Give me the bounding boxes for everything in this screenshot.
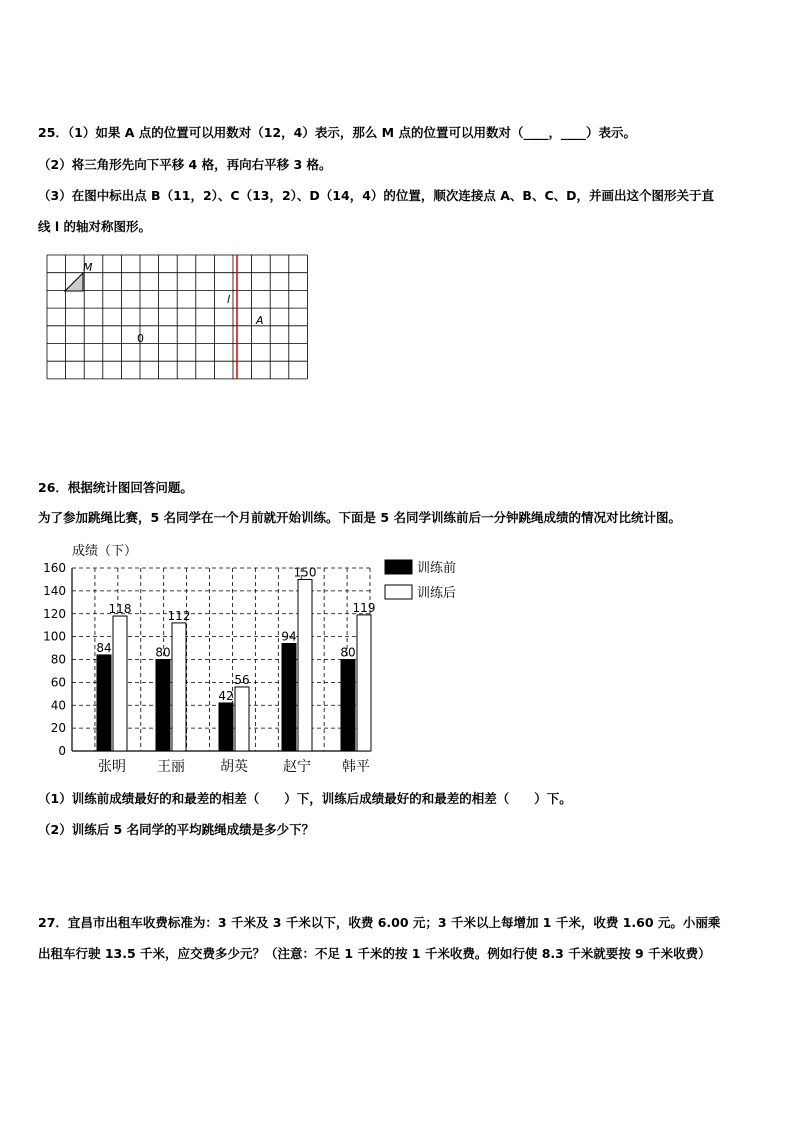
triangle-shape [65,273,83,291]
x-tick-label: 张明 [98,759,126,775]
q26-line2: 为了参加跳绳比赛，5 名同学在一个月前就开始训练。下面是 5 名同学训练前后一分钟跳绳成绩的情况对比统计图。 [38,510,681,525]
q26-line1: 26．根据统计图回答问题。 [38,480,193,495]
q25-line3: （3）在图中标出点 B（11，2）、C（13，2）、D（14，4）的位置，顺次连接点 A、B、C、D，并画出这个图形关于直 [38,188,715,203]
label-l: l [227,293,231,306]
bar-value-label: 56 [234,672,250,687]
bar-value-label: 119 [352,600,376,615]
y-tick-label: 160 [43,561,66,575]
y-tick-label: 100 [43,629,66,644]
bar-before-5 [341,660,355,752]
y-tick-label: 120 [43,606,66,621]
bar-value-label: 42 [218,688,234,703]
legend-label-before: 训练前 [417,561,457,576]
x-tick-label: 韩平 [342,759,370,775]
bar-value-label: 118 [108,602,132,617]
legend-swatch-before [385,560,412,574]
x-tick-label: 胡英 [220,759,248,775]
label-o: 0 [137,332,144,345]
bar-chart [0,535,794,785]
y-tick-label: 40 [50,698,66,713]
bar-value-label: 80 [155,645,171,660]
q25-line1: 25．（1）如果 A 点的位置可以用数对（12，4）表示，那么 M 点的位置可以用数对（____，____）表示。 [38,125,636,140]
bar-value-label: 80 [340,645,356,660]
bar-after-4 [298,579,312,751]
y-axis-label: 成绩（下） [72,544,138,559]
bar-before-3 [219,703,233,751]
bar-before-4 [282,643,296,751]
q25-line2: （2）将三角形先向下平移 4 格，再向右平移 3 格。 [38,157,332,172]
bar-after-1 [113,616,127,751]
bar-value-label: 84 [96,640,112,655]
bar-before-2 [156,660,170,752]
x-tick-label: 赵宁 [283,759,311,775]
y-tick-label: 20 [50,721,66,736]
q27-line1: 27．宜昌市出租车收费标准为：3 千米及 3 千米以下，收费 6.00 元；3 千米以上每增加 1 千米，收费 1.60 元。小丽乘 [38,915,721,930]
x-tick-label: 王丽 [157,759,185,775]
q27-line2: 出租车行驶 13.5 千米，应交费多少元？（注意：不足 1 千米的按 1 千米收费。例如行使 8.3 千米就要按 9 千米收费） [38,946,711,961]
y-tick-label: 80 [50,652,66,667]
y-tick-label: 140 [43,583,66,598]
bar-value-label: 150 [293,565,317,580]
bar-before-1 [97,655,111,751]
y-tick-label: 60 [50,675,66,690]
bar-after-2 [172,623,186,751]
bar-value-label: 112 [167,608,191,623]
bar-after-3 [235,687,249,751]
q26-sub2: （2）训练后 5 名同学的平均跳绳成绩是多少下？ [38,822,315,837]
bar-value-label: 94 [281,629,297,644]
q25-line4: 线 l 的轴对称图形。 [38,219,151,234]
label-a: A [256,314,264,327]
y-tick-label: 0 [58,744,66,758]
legend-swatch-after [385,585,412,599]
coordinate-grid [0,0,794,420]
label-m: M [83,261,93,274]
bar-after-5 [357,615,371,751]
q26-sub1: （1）训练前成绩最好的和最差的相差（ ）下，训练后成绩最好的和最差的相差（ ）下。 [38,791,572,806]
legend-label-after: 训练后 [417,586,457,601]
